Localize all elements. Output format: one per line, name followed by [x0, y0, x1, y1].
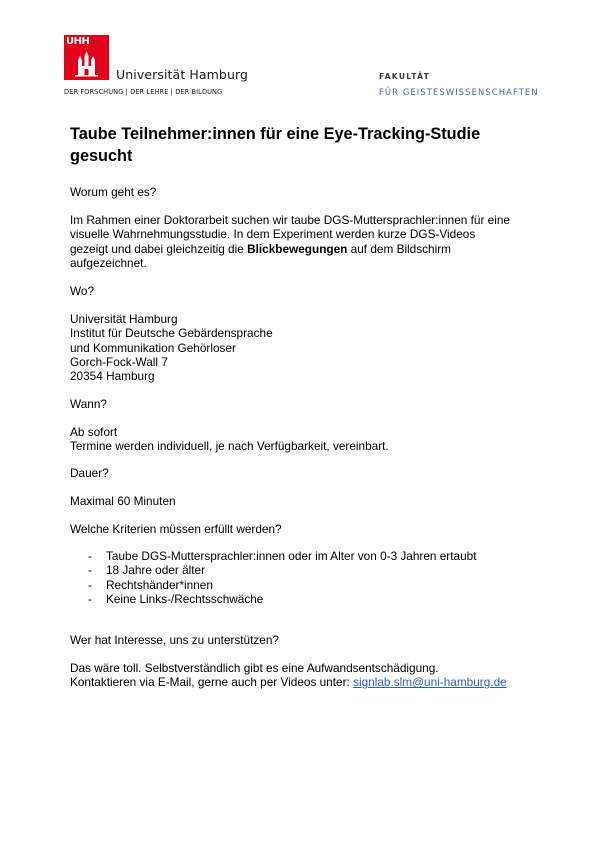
what-line-3-start: gezeigt und dabei gleichzeitig die	[70, 241, 248, 256]
bullet-dash: -	[88, 577, 92, 592]
section-heading-what: Worum geht es?	[70, 185, 157, 199]
when-line-1: Ab sofort	[70, 425, 118, 439]
bullet-dash: -	[88, 549, 92, 563]
section-heading-where: Wo?	[70, 284, 95, 298]
bullet-dash: -	[88, 591, 92, 606]
address-line-university: Universität Hamburg	[70, 312, 178, 326]
list-item-text: 18 Jahre oder älter	[106, 563, 206, 578]
section-heading-when: Wann?	[70, 397, 107, 411]
bullet-dash: -	[88, 563, 92, 578]
faculty-name: FÜR GEISTESWISSENSCHAFTEN	[379, 87, 539, 97]
section-heading-criteria: Welche Kriterien müssen erfüllt werden?	[70, 522, 282, 536]
address-line-city: 20354 Hamburg	[70, 369, 155, 384]
what-line-3	[70, 242, 451, 256]
university-tagline: DER FORSCHUNG | DER LEHRE | DER BILDUNG	[64, 88, 223, 96]
logo-text: UHH	[66, 36, 90, 47]
page-title: Taube Teilnehmer:innen für eine Eye-Tracking-Studie gesucht	[70, 125, 481, 165]
duration-value: Maximal 60 Minuten	[70, 494, 176, 508]
interest-line-1: Das wäre toll. Selbstverständlich gibt es eine Aufwandsentschädigung.	[70, 661, 439, 675]
list-item-text: Rechtshänder*innen	[106, 577, 213, 592]
emphasis-blickbewegungen: Blickbewegungen	[247, 241, 348, 256]
what-line-4: aufgezeichnet.	[70, 255, 147, 270]
contact-prefix: Kontaktieren via E-Mail, gerne auch per Videos unter:	[70, 675, 354, 690]
list-item-text: Keine Links-/Rechtsschwäche	[106, 591, 264, 606]
what-line-1: Im Rahmen einer Doktorarbeit suchen wir taube DGS-Muttersprachler:innen für eine	[70, 213, 510, 227]
address-line-street: Gorch-Fock-Wall 7	[70, 354, 168, 369]
when-line-2: Termine werden individuell, je nach Verfügbarkeit, vereinbart.	[70, 439, 389, 454]
university-logo	[64, 35, 109, 80]
list-item-text: Taube DGS-Muttersprachler:innen oder im Alter von 0-3 Jahren ertaubt	[106, 549, 477, 563]
address-line-institute: Institut für Deutsche Gebärdensprache	[70, 326, 273, 341]
address-line-institute-cont: und Kommunikation Gehörloser	[70, 340, 236, 355]
section-heading-duration: Dauer?	[70, 466, 109, 480]
faculty-label: FAKULTÄT	[379, 72, 431, 81]
interest-line-2	[70, 675, 507, 689]
email-link[interactable]: signlab.slm@uni-hamburg.de	[353, 675, 507, 690]
university-name: Universität Hamburg	[116, 67, 249, 82]
section-heading-interest: Wer hat Interesse, uns zu unterstützen?	[70, 633, 279, 647]
what-line-3-end: auf dem Bildschirm	[347, 241, 451, 256]
what-line-2: visuelle Wahrnehmungsstudie. In dem Experiment werden kurze DGS-Videos	[70, 227, 476, 242]
